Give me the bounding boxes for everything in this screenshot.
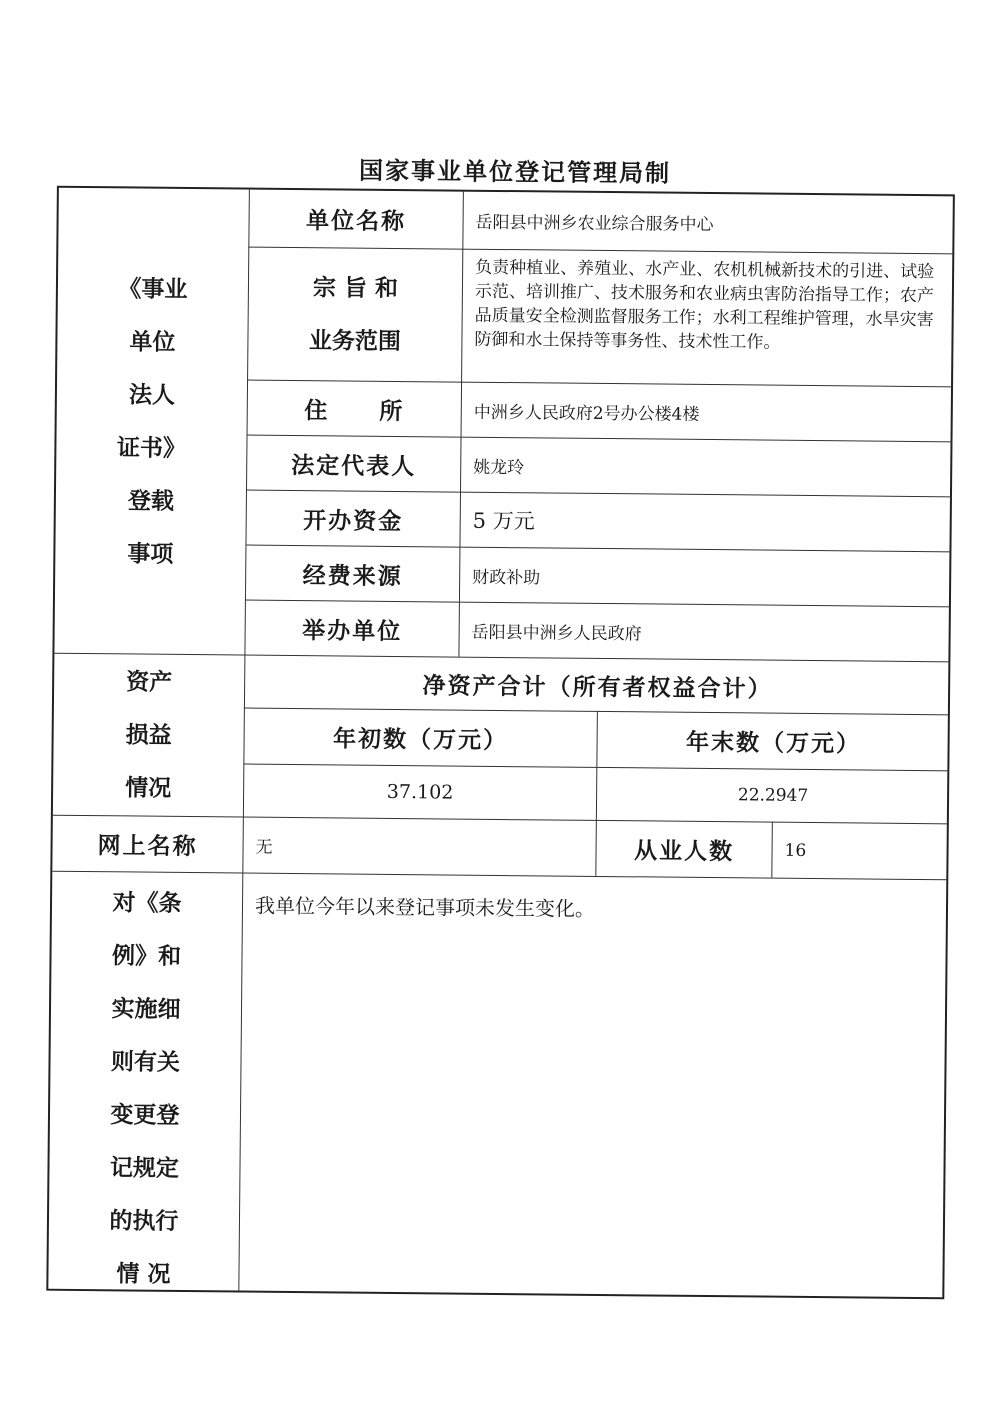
- begin-year-value: 37.102: [386, 780, 454, 804]
- purpose-label-line: 宗 旨 和: [312, 274, 399, 303]
- side-label-line: 变更登: [110, 1101, 180, 1129]
- side-label-line: 资产: [126, 668, 173, 696]
- staff-count-label: 从业人数: [633, 837, 735, 866]
- sponsor-value: 岳阳县中洲乡人民政府: [471, 622, 642, 644]
- side-label-line: 情 况: [116, 1260, 171, 1288]
- begin-year-header: 年初数（万元）: [332, 725, 509, 755]
- legal-rep-label: 法定代表人: [291, 451, 417, 480]
- side-label-line: 单位: [129, 327, 176, 356]
- staff-count-value: 16: [784, 840, 807, 861]
- assets-label: [53, 654, 245, 817]
- purpose-value: 负责种植业、养殖业、水产业、农机机械新技术的引进、试验示范、培训推广、技术服务和农业病虫害防治指导工作；农产品质量安全检测监督服务工作；水利工程维护管理，水旱灾害防御和水土保持等事务性、技术性工作。: [474, 257, 935, 353]
- capital-value: 5 万元: [472, 508, 535, 534]
- unit-name-label: 单位名称: [305, 207, 407, 236]
- side-label-line: 法人: [128, 380, 176, 409]
- document-title: 国家事业单位登记管理局制: [358, 155, 672, 188]
- side-label-line: 对《条: [112, 889, 182, 917]
- online-name-value: 无: [255, 837, 273, 858]
- side-label-line: 则有关: [110, 1048, 181, 1076]
- purpose-label: [248, 248, 462, 382]
- registration-items-label: [54, 188, 248, 655]
- online-name-label: 网上名称: [97, 832, 198, 861]
- changes-label: [48, 872, 242, 1291]
- registration-form: [46, 186, 955, 1300]
- capital-label: 开办资金: [303, 506, 404, 535]
- address-value: 中洲乡人民政府2号办公楼4楼: [473, 402, 700, 425]
- side-label-line: 记规定: [109, 1154, 180, 1182]
- side-label-line: 事项: [127, 539, 174, 568]
- side-label-line: 登载: [127, 486, 175, 515]
- funding-value: 财政补助: [472, 567, 541, 588]
- side-label-line: 《事业: [118, 274, 188, 303]
- legal-rep-value: 姚龙玲: [473, 457, 525, 478]
- end-year-header: 年末数（万元）: [685, 728, 862, 758]
- unit-name-value: 岳阳县中洲乡农业综合服务中心: [475, 212, 714, 236]
- net-assets-header: 净资产合计（所有者权益合计）: [422, 671, 773, 703]
- side-label-line: 情况: [125, 774, 172, 802]
- sponsor-label: 举办单位: [302, 616, 403, 645]
- side-label-line: 证书》: [116, 433, 187, 462]
- side-label-line: 例》和: [111, 942, 182, 970]
- end-year-value: 22.2947: [737, 785, 809, 806]
- side-label-line: 的执行: [109, 1207, 179, 1235]
- side-label-line: 损益: [125, 721, 172, 749]
- side-label-line: 实施细: [111, 995, 181, 1023]
- funding-label: 经费来源: [302, 561, 403, 590]
- purpose-label-line: 业务范围: [308, 327, 402, 356]
- changes-value: 我单位今年以来登记事项未发生变化。: [254, 893, 596, 921]
- address-label: 住 所: [304, 396, 405, 425]
